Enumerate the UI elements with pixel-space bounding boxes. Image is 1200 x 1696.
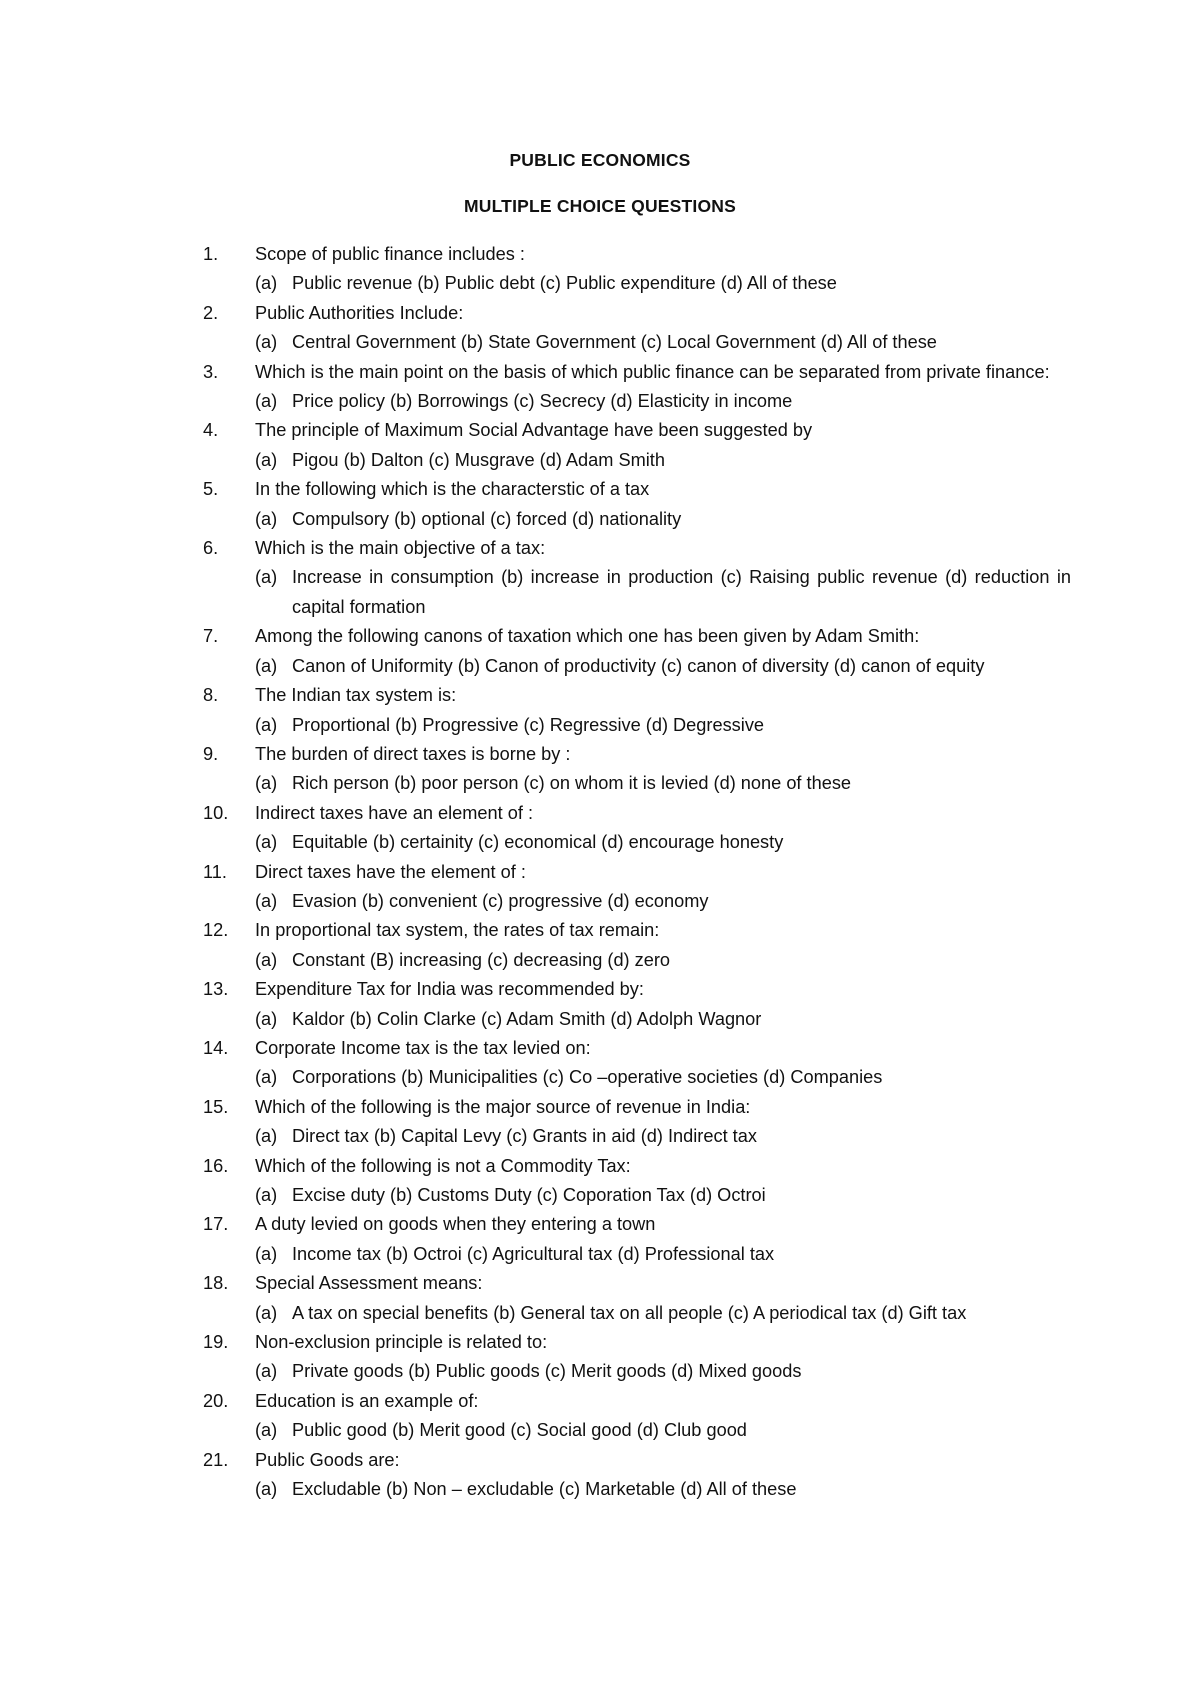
option-label: (a)	[255, 273, 278, 294]
option-label: (a)	[255, 1361, 278, 1382]
question-line	[203, 534, 1071, 563]
question-number: 3.	[203, 361, 219, 382]
question-list	[203, 240, 1071, 1504]
question-item	[203, 1152, 1071, 1211]
question-item	[203, 799, 1071, 858]
options-text: Kaldor (b) Colin Clarke (c) Adam Smith (d) Adolph Wagnor	[292, 1008, 762, 1029]
question-number: 20.	[203, 1390, 229, 1411]
question-text: Special Assessment means:	[255, 1273, 483, 1294]
question-text: Scope of public finance includes :	[255, 244, 525, 264]
question-line	[203, 1328, 1071, 1357]
options-text: Pigou (b) Dalton (c) Musgrave (d) Adam Smith	[292, 449, 665, 470]
question-text: Public Goods are:	[255, 1449, 400, 1470]
question-item	[203, 299, 1071, 358]
options-text: Evasion (b) convenient (c) progressive (d) economy	[292, 890, 709, 911]
question-text: Expenditure Tax for India was recommended by:	[255, 979, 644, 1000]
question-options	[255, 563, 1071, 622]
option-label: (a)	[255, 655, 278, 676]
options-text: Constant (B) increasing (c) decreasing (d) zero	[292, 949, 671, 970]
option-label: (a)	[255, 1008, 278, 1029]
question-number: 9.	[203, 743, 219, 764]
question-number: 11.	[203, 861, 227, 882]
question-number: 12.	[203, 920, 229, 941]
question-item	[203, 622, 1071, 681]
options-text: Increase in consumption (b) increase in production (c) Raising public revenue (d) reduction in capital formation	[292, 567, 1071, 617]
question-options	[255, 1475, 1071, 1504]
options-text: Rich person (b) poor person (c) on whom it is levied (d) none of these	[292, 773, 852, 794]
question-item	[203, 1446, 1071, 1505]
question-number: 15.	[203, 1096, 229, 1117]
question-text: Which of the following is not a Commodity Tax:	[255, 1155, 631, 1176]
option-label: (a)	[255, 332, 278, 353]
question-options	[255, 1063, 1071, 1092]
question-text: The Indian tax system is:	[255, 685, 457, 706]
option-label: (a)	[255, 1302, 278, 1323]
question-text: In the following which is the characterstic of a tax	[255, 479, 650, 500]
question-line	[203, 1210, 1071, 1239]
question-text: In proportional tax system, the rates of tax remain:	[255, 920, 660, 941]
question-item	[203, 475, 1071, 534]
question-line	[203, 858, 1071, 887]
question-options	[255, 946, 1071, 975]
options-text: Price policy (b) Borrowings (c) Secrecy (d) Elasticity in income	[292, 391, 793, 412]
option-label: (a)	[255, 1185, 278, 1205]
question-item	[203, 1093, 1071, 1152]
question-number: 8.	[203, 685, 219, 706]
question-options	[255, 1005, 1071, 1034]
option-label: (a)	[255, 890, 278, 911]
option-label: (a)	[255, 1126, 278, 1147]
option-label: (a)	[255, 714, 278, 735]
question-text: Indirect taxes have an element of :	[255, 802, 534, 823]
question-number: 5.	[203, 479, 219, 500]
question-options	[255, 328, 1071, 357]
option-label: (a)	[255, 1243, 278, 1264]
question-text: Among the following canons of taxation which one has been given by Adam Smith:	[255, 626, 920, 647]
question-item	[203, 240, 1071, 299]
question-line	[203, 1034, 1071, 1063]
options-text: A tax on special benefits (b) General tax on all people (c) A periodical tax (d) Gift tax	[292, 1302, 967, 1323]
option-label: (a)	[255, 832, 278, 853]
question-number: 19.	[203, 1332, 229, 1353]
question-number: 14.	[203, 1037, 229, 1058]
options-text: Public good (b) Merit good (c) Social good (d) Club good	[292, 1420, 747, 1441]
option-label: (a)	[255, 773, 278, 794]
question-options	[255, 1122, 1071, 1151]
options-text: Direct tax (b) Capital Levy (c) Grants in aid (d) Indirect tax	[292, 1126, 757, 1147]
question-number: 16.	[203, 1155, 229, 1176]
question-options	[255, 652, 1071, 681]
question-number: 10.	[203, 802, 229, 823]
options-text: Proportional (b) Progressive (c) Regressive (d) Degressive	[292, 714, 765, 735]
question-number: 1.	[203, 244, 219, 264]
question-text: Which is the main objective of a tax:	[255, 538, 546, 559]
question-options	[255, 1181, 1071, 1210]
options-text: Private goods (b) Public goods (c) Merit goods (d) Mixed goods	[292, 1361, 802, 1382]
question-options	[255, 387, 1071, 416]
question-text: Direct taxes have the element of :	[255, 861, 526, 882]
options-text: Public revenue (b) Public debt (c) Public expenditure (d) All of these	[292, 273, 837, 294]
question-line	[203, 916, 1071, 945]
question-text: The principle of Maximum Social Advantage have been suggested by	[255, 420, 813, 441]
question-item	[203, 975, 1071, 1034]
options-text: Corporations (b) Municipalities (c) Co –operative societies (d) Companies	[292, 1067, 883, 1088]
question-options	[255, 505, 1071, 534]
question-options	[255, 1240, 1071, 1269]
options-text: Canon of Uniformity (b) Canon of productivity (c) canon of diversity (d) canon of equity	[292, 655, 985, 676]
question-item	[203, 858, 1071, 917]
question-item	[203, 1387, 1071, 1446]
question-number: 4.	[203, 420, 219, 441]
document-title: PUBLIC ECONOMICS	[509, 150, 691, 170]
question-item	[203, 416, 1071, 475]
question-item	[203, 1210, 1071, 1269]
question-options	[255, 711, 1071, 740]
question-text: Public Authorities Include:	[255, 302, 464, 323]
question-line	[203, 975, 1071, 1004]
question-item	[203, 1269, 1071, 1328]
question-item	[203, 916, 1071, 975]
question-item	[203, 1034, 1071, 1093]
question-item	[203, 358, 1071, 417]
question-text: Non-exclusion principle is related to:	[255, 1332, 548, 1353]
question-number: 7.	[203, 626, 219, 647]
options-text: Excise duty (b) Customs Duty (c) Coporation Tax (d) Octroi	[292, 1185, 766, 1205]
question-line	[203, 358, 1071, 387]
option-label: (a)	[255, 1420, 278, 1441]
question-options	[255, 828, 1071, 857]
question-number: 17.	[203, 1214, 229, 1235]
question-number: 21.	[203, 1449, 229, 1470]
question-line	[203, 1269, 1071, 1298]
question-line	[203, 1093, 1071, 1122]
options-text: Central Government (b) State Government (c) Local Government (d) All of these	[292, 332, 937, 353]
options-text: Equitable (b) certainity (c) economical (d) encourage honesty	[292, 832, 784, 853]
question-options	[255, 446, 1071, 475]
question-options	[255, 769, 1071, 798]
question-text: Which is the main point on the basis of which public finance can be separated from private finance:	[255, 361, 1050, 382]
question-options	[255, 1416, 1071, 1445]
question-number: 6.	[203, 538, 219, 559]
question-number: 13.	[203, 979, 229, 1000]
question-line	[203, 799, 1071, 828]
question-number: 2.	[203, 302, 219, 323]
question-line	[203, 740, 1071, 769]
option-label: (a)	[255, 567, 278, 588]
question-number: 18.	[203, 1273, 229, 1294]
question-line	[203, 475, 1071, 504]
option-label: (a)	[255, 949, 278, 970]
question-line	[203, 1446, 1071, 1475]
question-text: Which of the following is the major source of revenue in India:	[255, 1096, 751, 1117]
options-text: Compulsory (b) optional (c) forced (d) nationality	[292, 508, 682, 529]
option-label: (a)	[255, 508, 278, 529]
option-label: (a)	[255, 391, 278, 412]
options-text: Income tax (b) Octroi (c) Agricultural tax (d) Professional tax	[292, 1243, 775, 1264]
question-line	[203, 622, 1071, 651]
question-line	[203, 299, 1071, 328]
question-text: A duty levied on goods when they entering a town	[255, 1214, 656, 1235]
question-item	[203, 534, 1071, 622]
option-label: (a)	[255, 1479, 278, 1500]
question-text: Education is an example of:	[255, 1390, 479, 1411]
document-subtitle: MULTIPLE CHOICE QUESTIONS	[463, 196, 737, 216]
option-label: (a)	[255, 1067, 278, 1088]
question-line	[203, 240, 1071, 269]
question-options	[255, 269, 1071, 298]
option-label: (a)	[255, 449, 278, 470]
question-line	[203, 681, 1071, 710]
question-options	[255, 887, 1071, 916]
question-text: The burden of direct taxes is borne by :	[255, 743, 571, 764]
question-line	[203, 1152, 1071, 1181]
question-item	[203, 1328, 1071, 1387]
question-item	[203, 740, 1071, 799]
question-options	[255, 1357, 1071, 1386]
question-options	[255, 1299, 1071, 1328]
question-text: Corporate Income tax is the tax levied on:	[255, 1037, 591, 1058]
question-item	[203, 681, 1071, 740]
question-line	[203, 1387, 1071, 1416]
options-text: Excludable (b) Non – excludable (c) Marketable (d) All of these	[292, 1479, 797, 1500]
question-line	[203, 416, 1071, 445]
